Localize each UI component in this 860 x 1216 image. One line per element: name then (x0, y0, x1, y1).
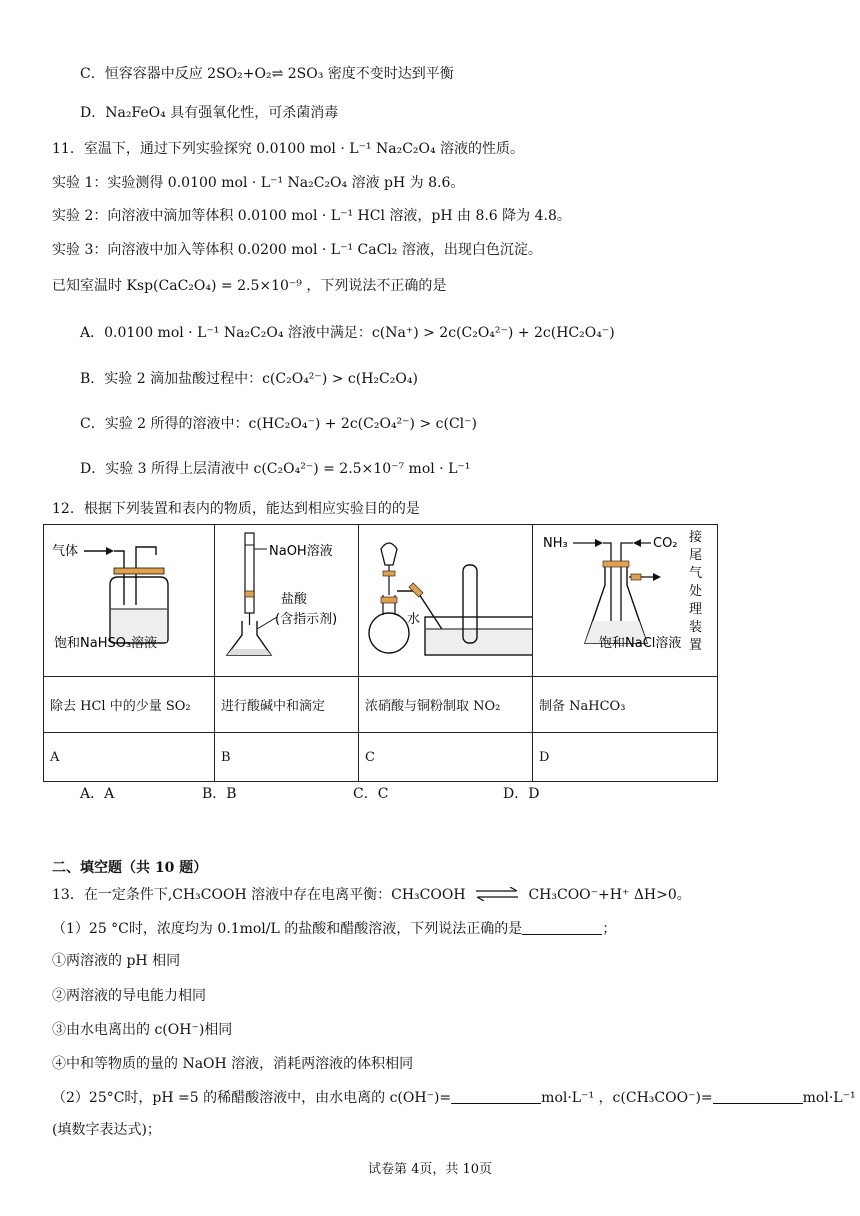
q13-part1 (52, 919, 616, 939)
q13-part1-text: （1）25 °C时，浓度均为 0.1mol/L 的盐酸和醋酸溶液，下列说法正确的是 (52, 921, 523, 937)
q13-part2 (52, 1088, 856, 1108)
q11-option-d: D．实验 3 所得上层清液中 c(C₂O₄²⁻) = 2.5×10⁻⁷ mol · L⁻¹ (80, 461, 471, 477)
apparatus-b-cell (215, 525, 359, 677)
q13-option-3: ③由水电离出的 c(OH⁻)相同 (52, 1022, 233, 1038)
q12-choice-d: D．D (503, 786, 540, 802)
gas-washing-bottle-figure (44, 525, 214, 672)
indicator-label: (含指示剂) (275, 612, 338, 627)
nh3-label: NH₃ (543, 536, 568, 551)
purpose-b: 进行酸碱中和滴定 (215, 677, 359, 733)
purpose-a: 除去 HCl 中的少量 SO₂ (44, 677, 215, 733)
section-title: 二、填空题（共 10 题） (52, 860, 208, 876)
answer-blank-2[interactable] (451, 1089, 541, 1104)
purpose-d: 制备 NaHCO₃ (533, 677, 718, 733)
q13-stem-part1: 13．在一定条件下,CH₃COOH 溶液中存在电离平衡：CH₃COOH (52, 887, 466, 903)
water-label: 水 (407, 612, 421, 627)
q11-option-b: B．实验 2 滴加盐酸过程中：c(C₂O₄²⁻) > c(H₂C₂O₄) (80, 371, 418, 387)
no2-generation-figure (359, 525, 532, 672)
tail-gas-label: 接尾气处理装置 (689, 530, 703, 653)
q13-option-4: ④中和等物质的量的 NaOH 溶液，消耗两溶液的体积相同 (52, 1056, 414, 1072)
apparatus-c-cell (359, 525, 533, 677)
q12-apparatus-table (43, 524, 718, 782)
q13-part2-text-b: mol·L⁻¹ ，c(CH₃COO⁻)= (541, 1090, 713, 1106)
q13-part2-text-a: （2）25°C时，pH =5 的稀醋酸溶液中，由水电离的 c(OH⁻)= (52, 1090, 452, 1106)
apparatus-a-cell (44, 525, 215, 677)
equilibrium-arrow-icon (474, 887, 520, 901)
letter-b: B (215, 733, 359, 782)
q11-experiment-3: 实验 3：向溶液中加入等体积 0.0200 mol · L⁻¹ CaCl₂ 溶液，出现白色沉淀。 (52, 242, 542, 258)
q13-part1-end: ； (602, 921, 617, 937)
purpose-c: 浓硝酸与铜粉制取 NO₂ (359, 677, 533, 733)
letter-d: D (533, 733, 718, 782)
q11-experiment-1: 实验 1：实验测得 0.0100 mol · L⁻¹ Na₂C₂O₄ 溶液 pH 为 8.6。 (52, 175, 465, 191)
q11-option-a: A．0.0100 mol · L⁻¹ Na₂C₂O₄ 溶液中满足：c(Na⁺) > 2c(C₂O₄²⁻) + 2c(HC₂O₄⁻) (80, 325, 615, 341)
q11-option-c: C．实验 2 所得的溶液中：c(HC₂O₄⁻) + 2c(C₂O₄²⁻) > c(Cl⁻) (80, 416, 477, 432)
q12-stem: 12．根据下列装置和表内的物质，能达到相应实验目的的是 (52, 501, 420, 517)
q12-choice-a: A．A (80, 786, 115, 802)
q11-known-ksp: 已知室温时 Ksp(CaC₂O₄) = 2.5×10⁻⁹ ，下列说法不正确的是 (52, 278, 447, 294)
titration-figure (215, 525, 358, 672)
q13-part2-note: (填数字表达式)； (52, 1122, 161, 1138)
apparatus-d-cell (533, 525, 718, 677)
q13-part2-text-c: mol·L⁻¹ (802, 1090, 856, 1106)
letter-c: C (359, 733, 533, 782)
nacl-solution-label: 饱和NaCl溶液 (599, 636, 682, 651)
answer-blank-1[interactable] (522, 920, 602, 935)
q11-stem: 11．室温下，通过下列实验探究 0.0100 mol · L⁻¹ Na₂C₂O₄ 溶液的性质。 (52, 141, 525, 157)
gas-label: 气体 (52, 544, 79, 559)
co2-label: CO₂ (653, 536, 678, 551)
nahco3-preparation-figure (533, 525, 717, 672)
answer-blank-3[interactable] (713, 1089, 803, 1104)
q10-option-d: D．Na₂FeO₄ 具有强氧化性，可杀菌消毒 (80, 105, 339, 121)
page-footer: 试卷第 4页，共 10页 (367, 1162, 493, 1177)
q13-option-1: ①两溶液的 pH 相同 (52, 953, 181, 969)
hcl-label: 盐酸 (281, 592, 308, 607)
naoh-label: NaOH溶液 (269, 544, 333, 559)
q13-stem (52, 885, 691, 905)
q11-experiment-2: 实验 2：向溶液中滴加等体积 0.0100 mol · L⁻¹ HCl 溶液，pH 由 8.6 降为 4.8。 (52, 208, 571, 224)
q13-option-2: ②两溶液的导电能力相同 (52, 988, 206, 1004)
q13-stem-part2: CH₃COO⁻+H⁺ ΔH>0。 (528, 887, 691, 903)
q12-choice-b: B．B (202, 786, 237, 802)
letter-a: A (44, 733, 215, 782)
nahso3-solution-label: 饱和NaHSO₃溶液 (54, 636, 158, 651)
q10-option-c: C．恒容容器中反应 2SO₂+O₂⇌ 2SO₃ 密度不变时达到平衡 (80, 66, 454, 82)
q12-choice-c: C．C (353, 786, 389, 802)
